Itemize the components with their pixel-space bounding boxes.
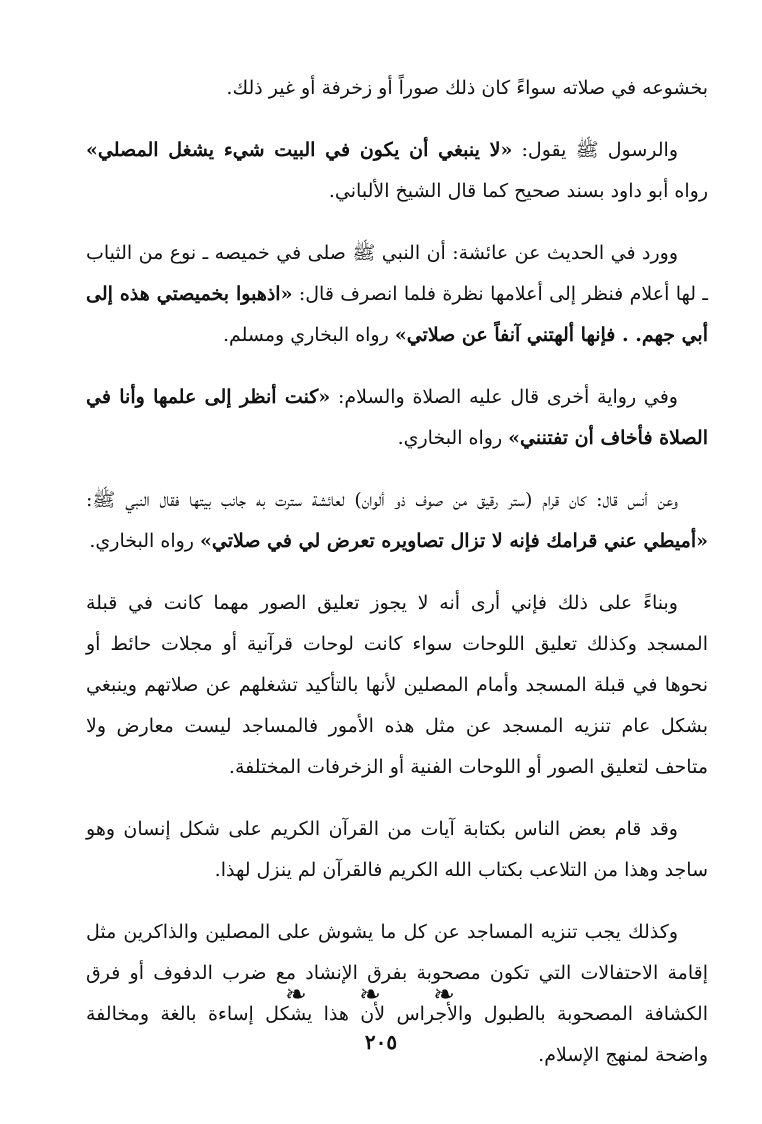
paragraph xyxy=(86,809,708,891)
paragraph xyxy=(86,377,708,459)
paragraph-text: بخشوعه في صلاته سواءً كان ذلك صوراً أو زخرفة أو غير ذلك. xyxy=(226,77,708,99)
hadith-quote: «أميطي عني قرامك فإنه لا تزال تصاويره تعرض لي في صلاتي» xyxy=(200,530,708,552)
hadith-quote: «اذهبوا بخميصتي هذه إلى أبي جهم. . فإنها ألهتني آنفاً عن صلاتي» xyxy=(86,283,708,346)
paragraph-text: وكذلك يجب تنزيه المساجد عن كل ما يشوش على المصلين والذاكرين مثل إقامة الاحتفالات التي تكون مصحوبة بفرق الإنشاد مع ضرب الدفوف أو فرق الكشافة المصحوبة بالطبول والأجراس لأن هذا يشكل إساءة بالغة ومخالفة واضحة لمنهج الإسلام. xyxy=(86,921,708,1066)
paragraph-text: وورد في الحديث عن عائشة: أن النبي ﷺ صلى في خميصه ـ نوع من الثياب ـ لها أعلام فنظر إلى أعلامها نظرة فلما انصرف قال: xyxy=(86,242,708,305)
paragraph xyxy=(86,233,708,356)
paragraph-text: رواه البخاري. xyxy=(397,427,509,449)
paragraph-text: وعن أنس قال: كان قرام (ستر رقيق من صوف ذو ألوان) لعائشة سترت به جانب بيتها فقال النبي ﷺ: xyxy=(86,489,679,511)
paragraph xyxy=(86,480,708,562)
paragraph-text: والرسول ﷺ يقول: xyxy=(512,139,678,161)
paragraph xyxy=(86,68,708,109)
paragraph-text: وفي رواية أخرى قال عليه الصلاة والسلام: xyxy=(330,386,678,408)
paragraph xyxy=(86,130,708,212)
paragraph-text: وبناءً على ذلك فإني أرى أنه لا يجوز تعليق الصور مهما كانت في قبلة المسجد وكذلك تعليق اللوحات سواء كانت لوحات قرآنية أو مجلات حائط أو نحوها في قبلة المسجد وأمام المصلين لأنها بالتأكيد تشغلهم عن صلاتهم وينبغي بشكل عام تنزيه المسجد عن مثل هذه الأمور فالمساجد ليست معارض ولا متاحف لتعليق الصور أو اللوحات الفنية أو الزخرفات المختلفة. xyxy=(86,592,708,778)
hadith-quote: «كنت أنظر إلى علمها وأنا في الصلاة فأخاف أن تفتنني» xyxy=(86,386,708,449)
paragraph-text: رواه البخاري ومسلم. xyxy=(222,324,395,346)
paragraph-text: رواه أبو داود بسند صحيح كما قال الشيخ الألباني. xyxy=(328,180,708,202)
page-number: ٢٠٥ xyxy=(364,1030,398,1054)
hadith-quote: «لا ينبغي أن يكون في البيت شيء يشغل المصلي» xyxy=(86,139,513,161)
paragraph-text: وقد قام بعض الناس بكتابة آيات من القرآن الكريم على شكل إنسان وهو ساجد وهذا من التلاعب بكتاب الله الكريم فالقرآن لم ينزل لهذا. xyxy=(86,818,708,881)
section-ornament: ❧ ❧ ❧ xyxy=(285,980,477,1010)
paragraph-text: رواه البخاري. xyxy=(89,530,200,552)
page-body xyxy=(86,68,708,1097)
paragraph xyxy=(86,583,708,788)
